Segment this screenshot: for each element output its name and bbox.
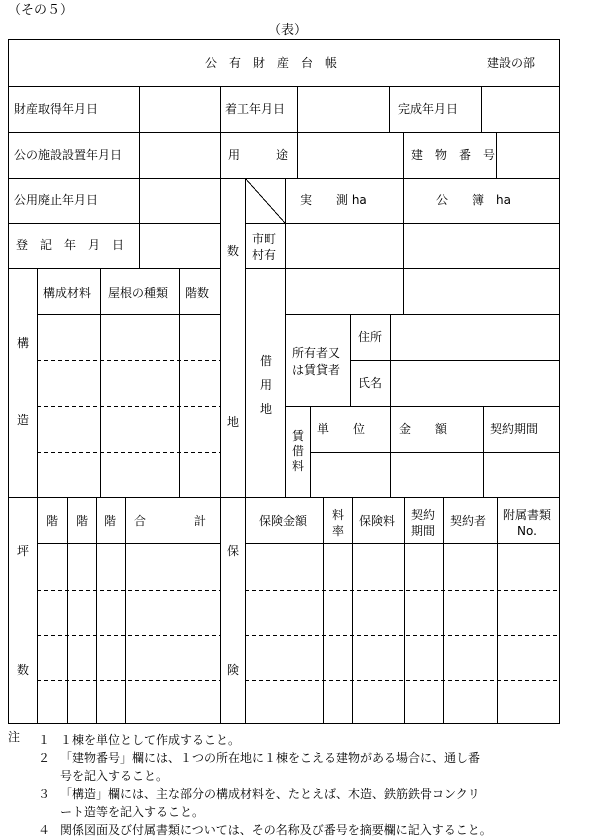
attached-docs-header: 附属書類 No. <box>503 508 552 538</box>
insurance-label-2: 険 <box>227 663 240 677</box>
note-text: 関係図面及び付属書類については、その名称及び番号を摘要欄に記入すること。 <box>60 823 492 837</box>
roof-header: 屋根の種類 <box>108 286 169 300</box>
acquired-label: 財産取得年月日 <box>14 102 99 116</box>
use-label: 用 途 <box>228 148 289 162</box>
municipality-label: 市町 村有 <box>252 232 277 262</box>
abolished-label: 公用廃止年月日 <box>14 193 99 207</box>
unit-label: 単 位 <box>317 422 366 436</box>
address-label: 住所 <box>358 330 383 344</box>
owner-label: 所有者又 は賃貸者 <box>292 346 341 377</box>
notes-label: 注 <box>8 730 21 744</box>
material-header: 構成材料 <box>43 286 92 300</box>
total-header: 合 計 <box>134 514 207 528</box>
area-label-2: 数 <box>17 663 30 677</box>
official-label: 公 簿 ha <box>436 193 511 207</box>
note-number: ２ <box>38 751 51 765</box>
note-text: 「構造」欄には、主な部分の構成材料を、たとえば、木造、鉄筋鉄骨コンクリ ート造等を記入すること。 <box>60 787 480 819</box>
construction-start-label: 着工年月日 <box>225 102 286 116</box>
leased-land-label: 借 用 地 <box>260 354 273 416</box>
land-count-label: 数 <box>227 244 240 258</box>
floor-2-header: 階 <box>76 514 89 528</box>
note-text: １棟を単位として作成すること。 <box>60 733 241 747</box>
insurance-label-1: 保 <box>227 544 240 558</box>
insurance-amount-header: 保険金額 <box>259 514 308 528</box>
note-number: ４ <box>38 823 51 837</box>
name-label: 氏名 <box>358 376 383 390</box>
area-label-1: 坪 <box>17 544 30 558</box>
form-title: 公 有 財 産 台 帳 <box>205 56 338 70</box>
rent-label: 賃 借 料 <box>292 429 305 473</box>
rate-header: 料 率 <box>332 508 345 538</box>
contractor-header: 契約者 <box>450 514 487 528</box>
premium-header: 保険料 <box>359 514 396 528</box>
building-number-label: 建 物 番 号 <box>411 148 496 162</box>
floors-header: 階数 <box>185 286 210 300</box>
side-label: （表） <box>268 23 308 38</box>
contract-period-label: 契約期間 <box>490 422 539 436</box>
note-number: ３ <box>38 787 51 801</box>
facility-established-label: 公の施設設置年月日 <box>14 148 123 162</box>
structure-label-1: 構 <box>17 336 30 350</box>
amount-label: 金 額 <box>399 422 448 436</box>
floor-1-header: 階 <box>46 514 59 528</box>
structure-label-2: 造 <box>17 413 30 427</box>
registered-label: 登 記 年 月 日 <box>16 238 125 252</box>
note-number: １ <box>38 733 51 747</box>
section-label: 建設の部 <box>487 56 536 70</box>
completed-label: 完成年月日 <box>398 102 459 116</box>
land-label: 地 <box>227 415 240 429</box>
floor-3-header: 階 <box>104 514 117 528</box>
page-number: （その５） <box>8 3 74 18</box>
measured-label: 実 測 ha <box>300 193 367 207</box>
note-text: 「建物番号」欄には、１つの所在地に１棟をこえる建物がある場合に、通し番 号を記入すること。 <box>60 751 481 783</box>
insurance-period-header: 契約 期間 <box>411 508 436 538</box>
